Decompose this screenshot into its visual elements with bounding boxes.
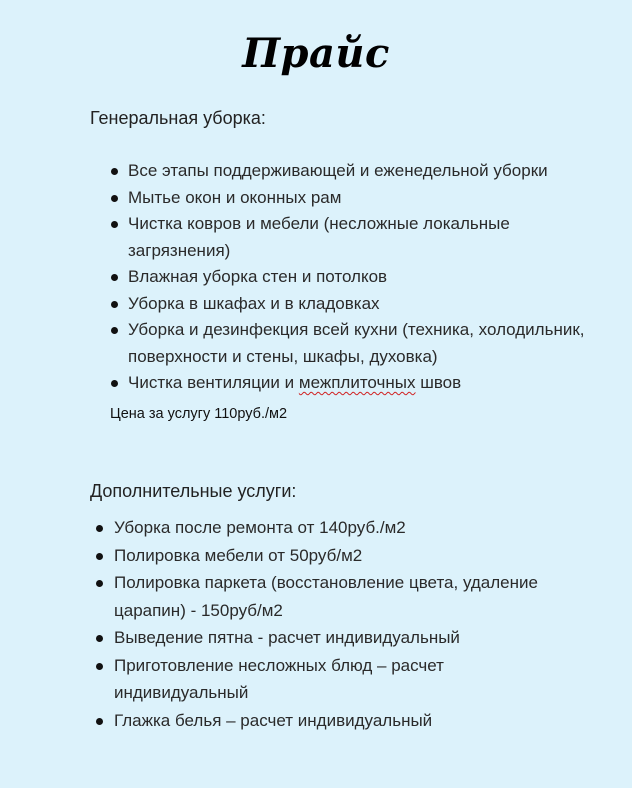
additional-services-list	[114, 514, 574, 734]
misspelled-word: межплиточных	[298, 373, 416, 392]
list-item: Глажка белья – расчет индивидуальный	[114, 707, 574, 735]
list-item: Влажная уборка стен и потолков	[128, 264, 598, 291]
list-item: Полировка мебели от 50руб/м2	[114, 542, 574, 570]
list-item: Все этапы поддерживающей и еженедельной уборки	[128, 158, 598, 185]
list-item	[128, 370, 598, 397]
list-item: Уборка после ремонта от 140руб./м2	[114, 514, 574, 542]
page-title: Прайс	[242, 30, 390, 77]
general-cleaning-heading: Генеральная уборка:	[90, 108, 266, 128]
list-item: Уборка и дезинфекция всей кухни (техника, холодильник, поверхности и стены, шкафы, духовка)	[128, 317, 598, 370]
list-item: Приготовление несложных блюд – расчет индивидуальный	[114, 652, 574, 707]
list-item-text: Чистка вентиляции и	[128, 373, 299, 392]
price-text: Цена за услугу 110руб./м2	[110, 406, 288, 422]
additional-services-heading: Дополнительные услуги:	[90, 481, 297, 501]
list-item: Выведение пятна - расчет индивидуальный	[114, 624, 574, 652]
general-cleaning-list	[128, 158, 598, 397]
list-item: Уборка в шкафах и в кладовках	[128, 291, 598, 318]
list-item: Мытье окон и оконных рам	[128, 185, 598, 212]
list-item-text-tail: швов	[415, 373, 462, 392]
list-item: Полировка паркета (восстановление цвета, удаление царапин) - 150руб/м2	[114, 569, 574, 624]
list-item: Чистка ковров и мебели (несложные локальные загрязнения)	[128, 211, 598, 264]
